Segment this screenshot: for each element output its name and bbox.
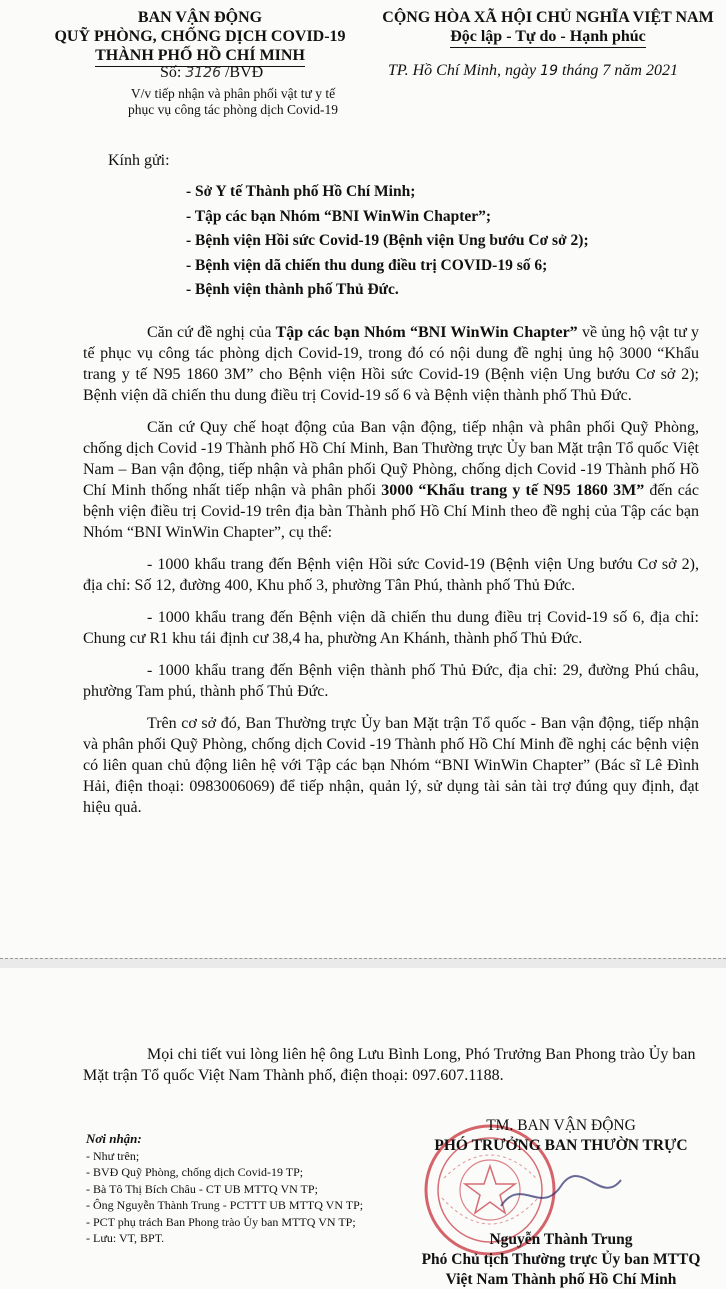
distribution-item: - BVĐ Quỹ Phòng, chống dịch Covid-19 TP; bbox=[86, 1165, 304, 1179]
national-header bbox=[370, 8, 726, 48]
distribution-item: - Ông Nguyễn Thành Trung - PCTTT UB MTTQ VN TP; bbox=[86, 1198, 364, 1212]
signature-line-2: PHÓ TRƯỞNG BAN THƯỜN TRỰC bbox=[434, 1137, 688, 1154]
kinh-gui-label: Kính gửi: bbox=[108, 152, 170, 169]
signer-title-2: Việt Nam Thành phố Hồ Chí Minh bbox=[445, 1271, 677, 1288]
handwritten-signature-icon bbox=[461, 1156, 661, 1230]
national-motto: Độc lập - Tự do - Hạnh phúc bbox=[370, 27, 726, 48]
letter-body bbox=[83, 322, 699, 829]
recipient-item: - Bệnh viện Hồi sức Covid-19 (Bệnh viện Ung bướu Cơ sở 2); bbox=[186, 232, 589, 249]
paragraph-basis-regulation: Căn cứ Quy chế hoạt động của Ban vận động, tiếp nhận và phân phối Quỹ Phòng, chống dịch Covid -19 Thành phố Hồ Chí Minh, Ban Thường trực Ủy ban Mặt trận Tổ quốc Việt Nam – Ban vận động, tiếp nhận và phân phối Quỹ Phòng, chống dịch Covid -19 Thành phố Hồ Chí Minh thống nhất tiếp nhận và phân phối 3000 “Khẩu trang y tế N95 1860 3M” đến các bệnh viện điều trị Covid-19 trên địa bàn Thành phố Hồ Chí Minh theo đề nghị của Tập các bạn Nhóm “BNI WinWin Chapter”, cụ thể: bbox=[83, 419, 700, 541]
allocation-item-1: - 1000 khẩu trang đến Bệnh viện Hồi sức Covid-19 (Bệnh viện Ung bướu Cơ sở 2), địa chỉ: Số 12, đường 400, Khu phố 3, phường Tân Phú, thành phố Thủ Đức. bbox=[83, 556, 699, 594]
signer-title-1: Phó Chủ tịch Thường trực Ủy ban MTTQ bbox=[421, 1251, 701, 1268]
allocation-item-3: - 1000 khẩu trang đến Bệnh viện thành phố Thủ Đức, địa chỉ: 29, đường Phú châu, phường Tam phú, thành phố Thủ Đức. bbox=[83, 662, 699, 700]
signature-block bbox=[396, 1116, 726, 1290]
national-title: CỘNG HÒA XÃ HỘI CHỦ NGHĨA VIỆT NAM bbox=[382, 9, 714, 26]
document-date: TP. Hồ Chí Minh, ngày 19 tháng 7 năm 2021 bbox=[388, 62, 678, 79]
paragraph-request: Trên cơ sở đó, Ban Thường trực Ủy ban Mặt trận Tổ quốc - Ban vận động, tiếp nhận và phân phối Quỹ Phòng, chống dịch Covid -19 Thành phố Hồ Chí Minh đề nghị các bệnh viện có liên quan chủ động liên hệ với Tập các bạn Nhóm “BNI WinWin Chapter” (Bác sĩ Lê Đình Hải, điện thoại: 0983006069) để tiếp nhận, quản lý, sử dụng tài sản tài trợ đúng quy định, đạt hiệu quả. bbox=[83, 715, 699, 816]
recipient-item: - Sở Y tế Thành phố Hồ Chí Minh; bbox=[186, 183, 416, 200]
issuer-line-3: THÀNH PHỐ HỒ CHÍ MINH bbox=[40, 46, 360, 67]
allocation-item-2: - 1000 khẩu trang đến Bệnh viện dã chiến thu dung điều trị Covid-19 số 6, địa chỉ: Chung cư R1 khu tái định cư 38,4 ha, phường An Khánh, thành phố Thủ Đức. bbox=[83, 609, 699, 647]
issuer-block bbox=[40, 8, 360, 67]
subject-line: V/v tiếp nhận và phân phối vật tư y tế phục vụ công tác phòng dịch Covid-19 bbox=[128, 86, 338, 117]
contact-paragraph: Mọi chi tiết vui lòng liên hệ ông Lưu Bình Long, Phó Trưởng Ban Phong trào Ủy ban Mặt trận Tổ quốc Việt Nam Thành phố, điện thoại: 097.607.1188. bbox=[83, 1046, 696, 1084]
distribution-item: - PCT phụ trách Ban Phong trào Ủy ban MTTQ VN TP; bbox=[86, 1214, 356, 1229]
issuer-line-1: BAN VẬN ĐỘNG bbox=[137, 9, 263, 26]
signature-line-1: TM. BAN VẬN ĐỘNG bbox=[486, 1117, 636, 1134]
distribution-item: - Lưu: VT, BPT. bbox=[86, 1231, 165, 1245]
distribution-item: - Bà Tô Thị Bích Châu - CT UB MTTQ VN TP; bbox=[86, 1181, 318, 1196]
distribution-list bbox=[86, 1131, 406, 1247]
recipient-item: - Tập các bạn Nhóm “BNI WinWin Chapter”; bbox=[186, 207, 492, 225]
signer-name: Nguyễn Thành Trung bbox=[489, 1231, 633, 1248]
recipient-item: - Bệnh viện dã chiến thu dung điều trị COVID-19 số 6; bbox=[186, 256, 548, 274]
paragraph-basis-request: Căn cứ đề nghị của Tập các bạn Nhóm “BNI WinWin Chapter” về ủng hộ vật tư y tế phục vụ công tác phòng dịch Covid-19, trong đó có nội dung đề nghị ủng hộ 3000 “Khẩu trang y tế N95 1860 3M” cho Bệnh viện Hồi sức Covid-19 (Bệnh viện Ung bướu Cơ sở 2); Bệnh viện dã chiến thu dung điều trị Covid-19 số 6 và Bệnh viện thành phố Thủ Đức. bbox=[83, 324, 700, 404]
issuer-line-2: QUỸ PHÒNG, CHỐNG DỊCH COVID-19 bbox=[54, 28, 346, 45]
document-number: Số: 3126 /BVĐ bbox=[160, 64, 264, 81]
handwritten-number: 3126 bbox=[185, 65, 221, 81]
distribution-item: - Như trên; bbox=[86, 1148, 140, 1163]
distribution-title: Nơi nhận: bbox=[86, 1131, 142, 1146]
recipient-item: - Bệnh viện thành phố Thủ Đức. bbox=[186, 281, 399, 298]
handwritten-day: 19 bbox=[540, 63, 558, 79]
recipient-list bbox=[186, 180, 589, 303]
